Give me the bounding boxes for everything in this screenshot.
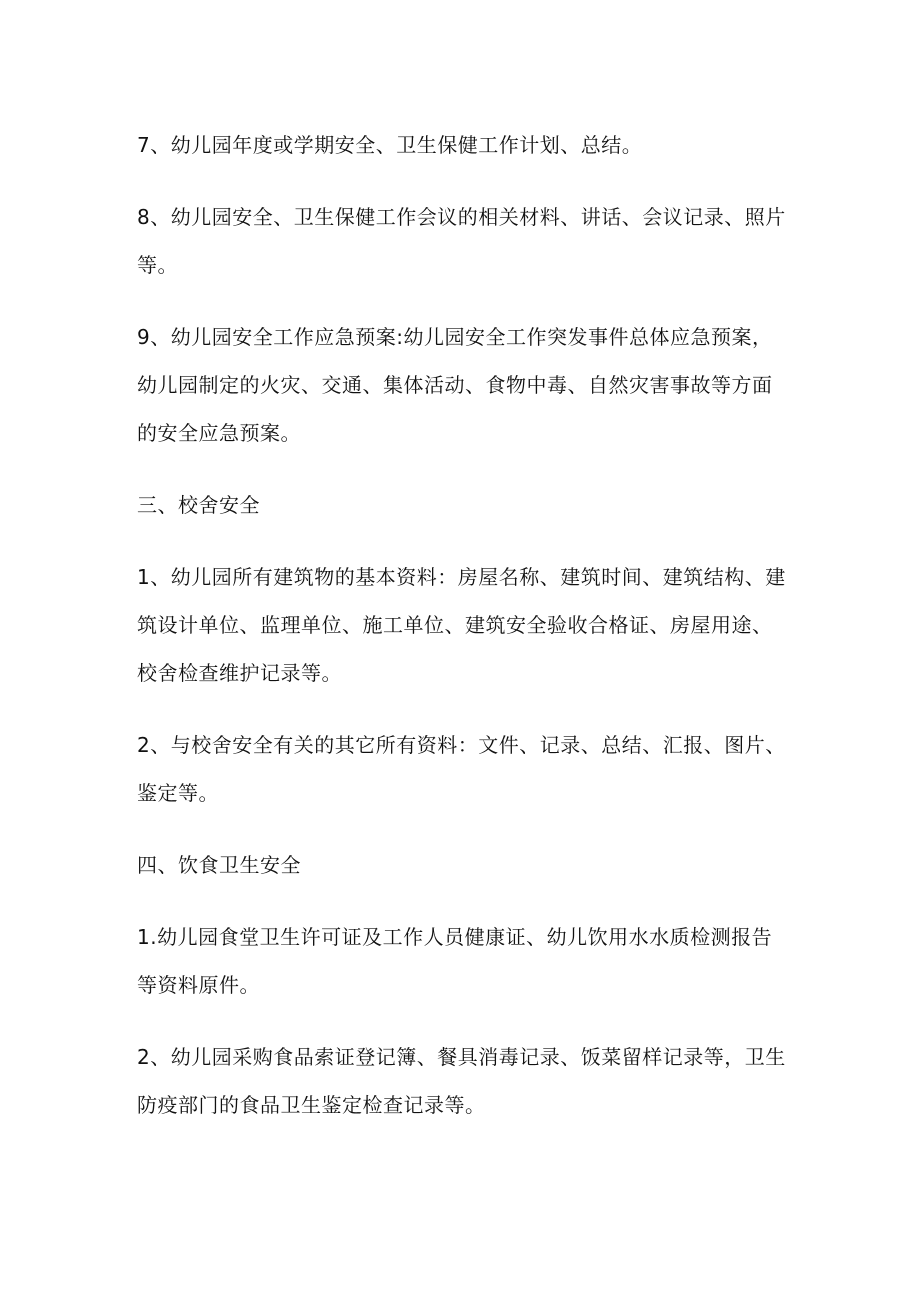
section-heading-food-safety: 四、饮食卫生安全 [137,853,301,877]
paragraph-buildings-1: 1、幼儿园所有建筑物的基本资料：房屋名称、建筑时间、建筑结构、建筑设计单位、监理单位、施工单位、建筑安全验收合格证、房屋用途、校舍检查维护记录等。 [137,565,786,685]
paragraph-item-9: 9、幼儿园安全工作应急预案:幼儿园安全工作突发事件总体应急预案，幼儿园制定的火灾、交通、集体活动、食物中毒、自然灾害事故等方面的安全应急预案。 [137,325,773,445]
paragraph-item-8: 8、幼儿园安全、卫生保健工作会议的相关材料、讲话、会议记录、照片等。 [137,205,786,277]
section-heading-school-buildings: 三、校舍安全 [137,493,260,517]
paragraph-buildings-2: 2、与校舍安全有关的其它所有资料：文件、记录、总结、汇报、图片、鉴定等。 [137,733,786,805]
paragraph-food-1: 1.幼儿园食堂卫生许可证及工作人员健康证、幼儿饮用水水质检测报告等资料原件。 [137,925,773,997]
paragraph-item-7: 7、幼儿园年度或学期安全、卫生保健工作计划、总结。 [137,133,643,157]
paragraph-food-2: 2、幼儿园采购食品索证登记簿、餐具消毒记录、饭菜留样记录等，卫生防疫部门的食品卫生鉴定检查记录等。 [137,1045,786,1117]
document-body [137,121,787,1129]
